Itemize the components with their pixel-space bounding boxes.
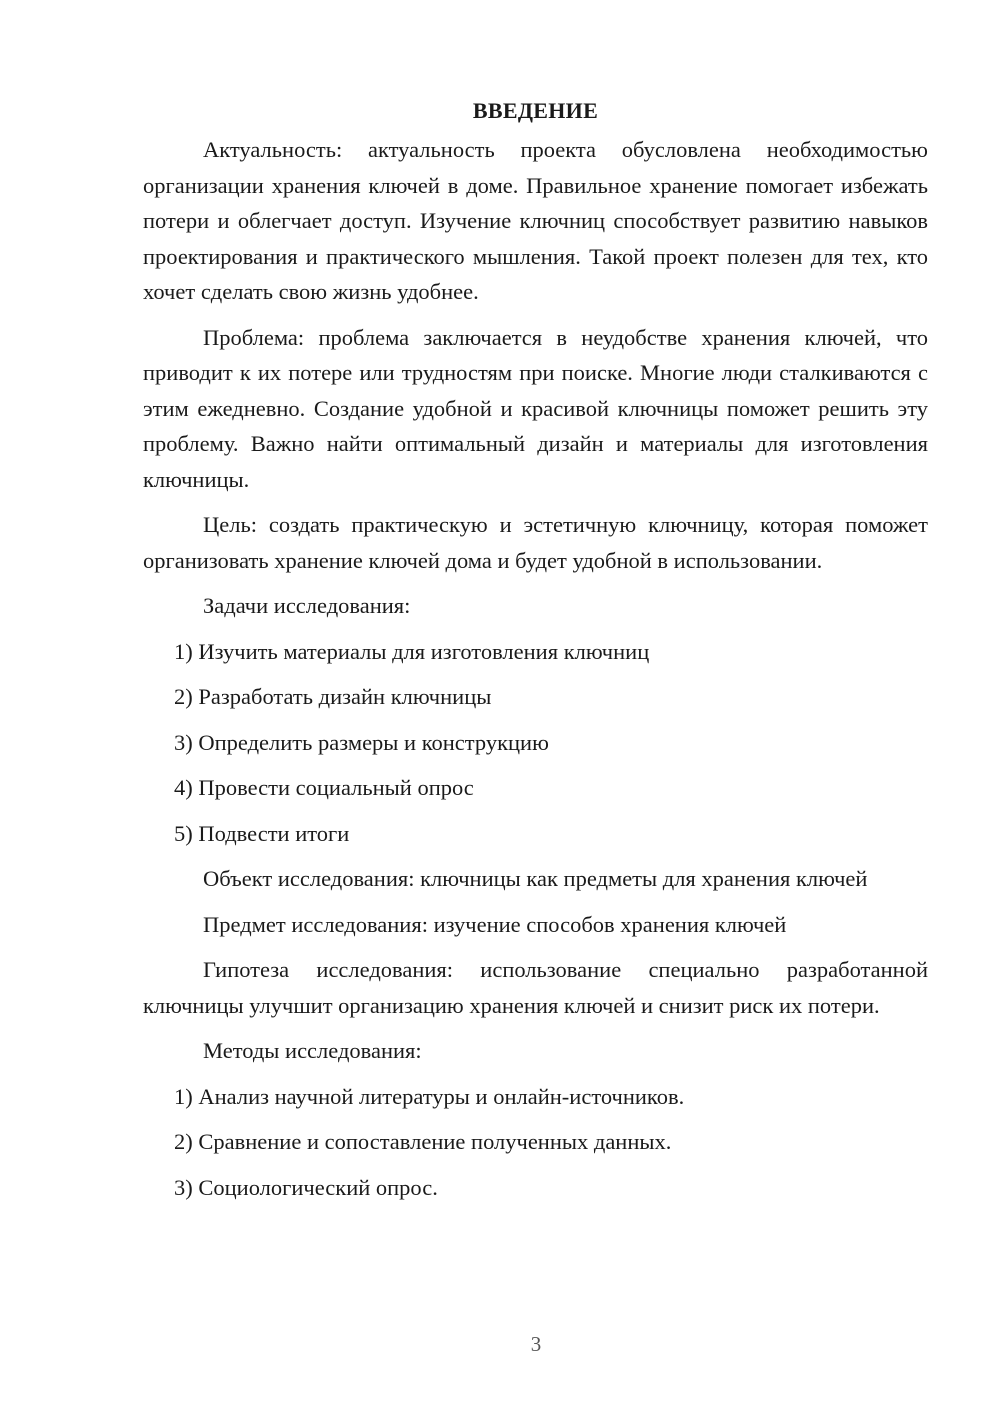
page-number: 3 [530, 1332, 542, 1356]
hypothesis-paragraph: Гипотеза исследования: использование специально разработанной ключницы улучшит организацию хранения ключей и снизит риск их потери. [143, 957, 928, 1018]
relevance-paragraph: Актуальность: актуальность проекта обусловлена необходимостью организации хранения ключей в доме. Правильное хранение помогает избежать потери и облегчает доступ. Изучение ключниц способствует развитию навыков проектирования и практического мышления. Такой проект полезен для тех, кто хочет сделать свою жизнь удобнее. [143, 137, 928, 304]
methods-heading: Методы исследования: [203, 1038, 422, 1063]
problem-paragraph: Проблема: проблема заключается в неудобстве хранения ключей, что приводит к их потере или трудностям при поиске. Многие люди сталкиваются с этим ежедневно. Создание удобной и красивой ключницы поможет решить эту проблему. Важно найти оптимальный дизайн и материалы для изготовления ключницы. [143, 324, 928, 492]
object-paragraph: Объект исследования: ключницы как предметы для хранения ключей [203, 866, 868, 891]
list-item: 3) Социологический опрос. [174, 1174, 438, 1200]
goal-paragraph: Цель: создать практическую и эстетичную ключницу, которая поможет организовать хранение ключей дома и будет удобной в использовании. [143, 512, 928, 573]
tasks-heading: Задачи исследования: [203, 593, 411, 618]
list-item: 5) Подвести итоги [174, 820, 350, 846]
list-item: 1) Анализ научной литературы и онлайн-источников. [174, 1083, 685, 1109]
page-title: ВВЕДЕНИЕ [472, 98, 599, 123]
methods-list [143, 1079, 928, 1206]
subject-paragraph: Предмет исследования: изучение способов хранения ключей [203, 911, 787, 937]
page-content [143, 94, 928, 1215]
list-item: 1) Изучить материалы для изготовления ключниц [174, 638, 650, 664]
tasks-list [143, 634, 928, 852]
list-item: 4) Провести социальный опрос [174, 775, 474, 800]
list-item: 2) Разработать дизайн ключницы [174, 684, 492, 709]
list-item: 3) Определить размеры и конструкцию [174, 729, 549, 755]
list-item: 2) Сравнение и сопоставление полученных данных. [174, 1129, 672, 1154]
